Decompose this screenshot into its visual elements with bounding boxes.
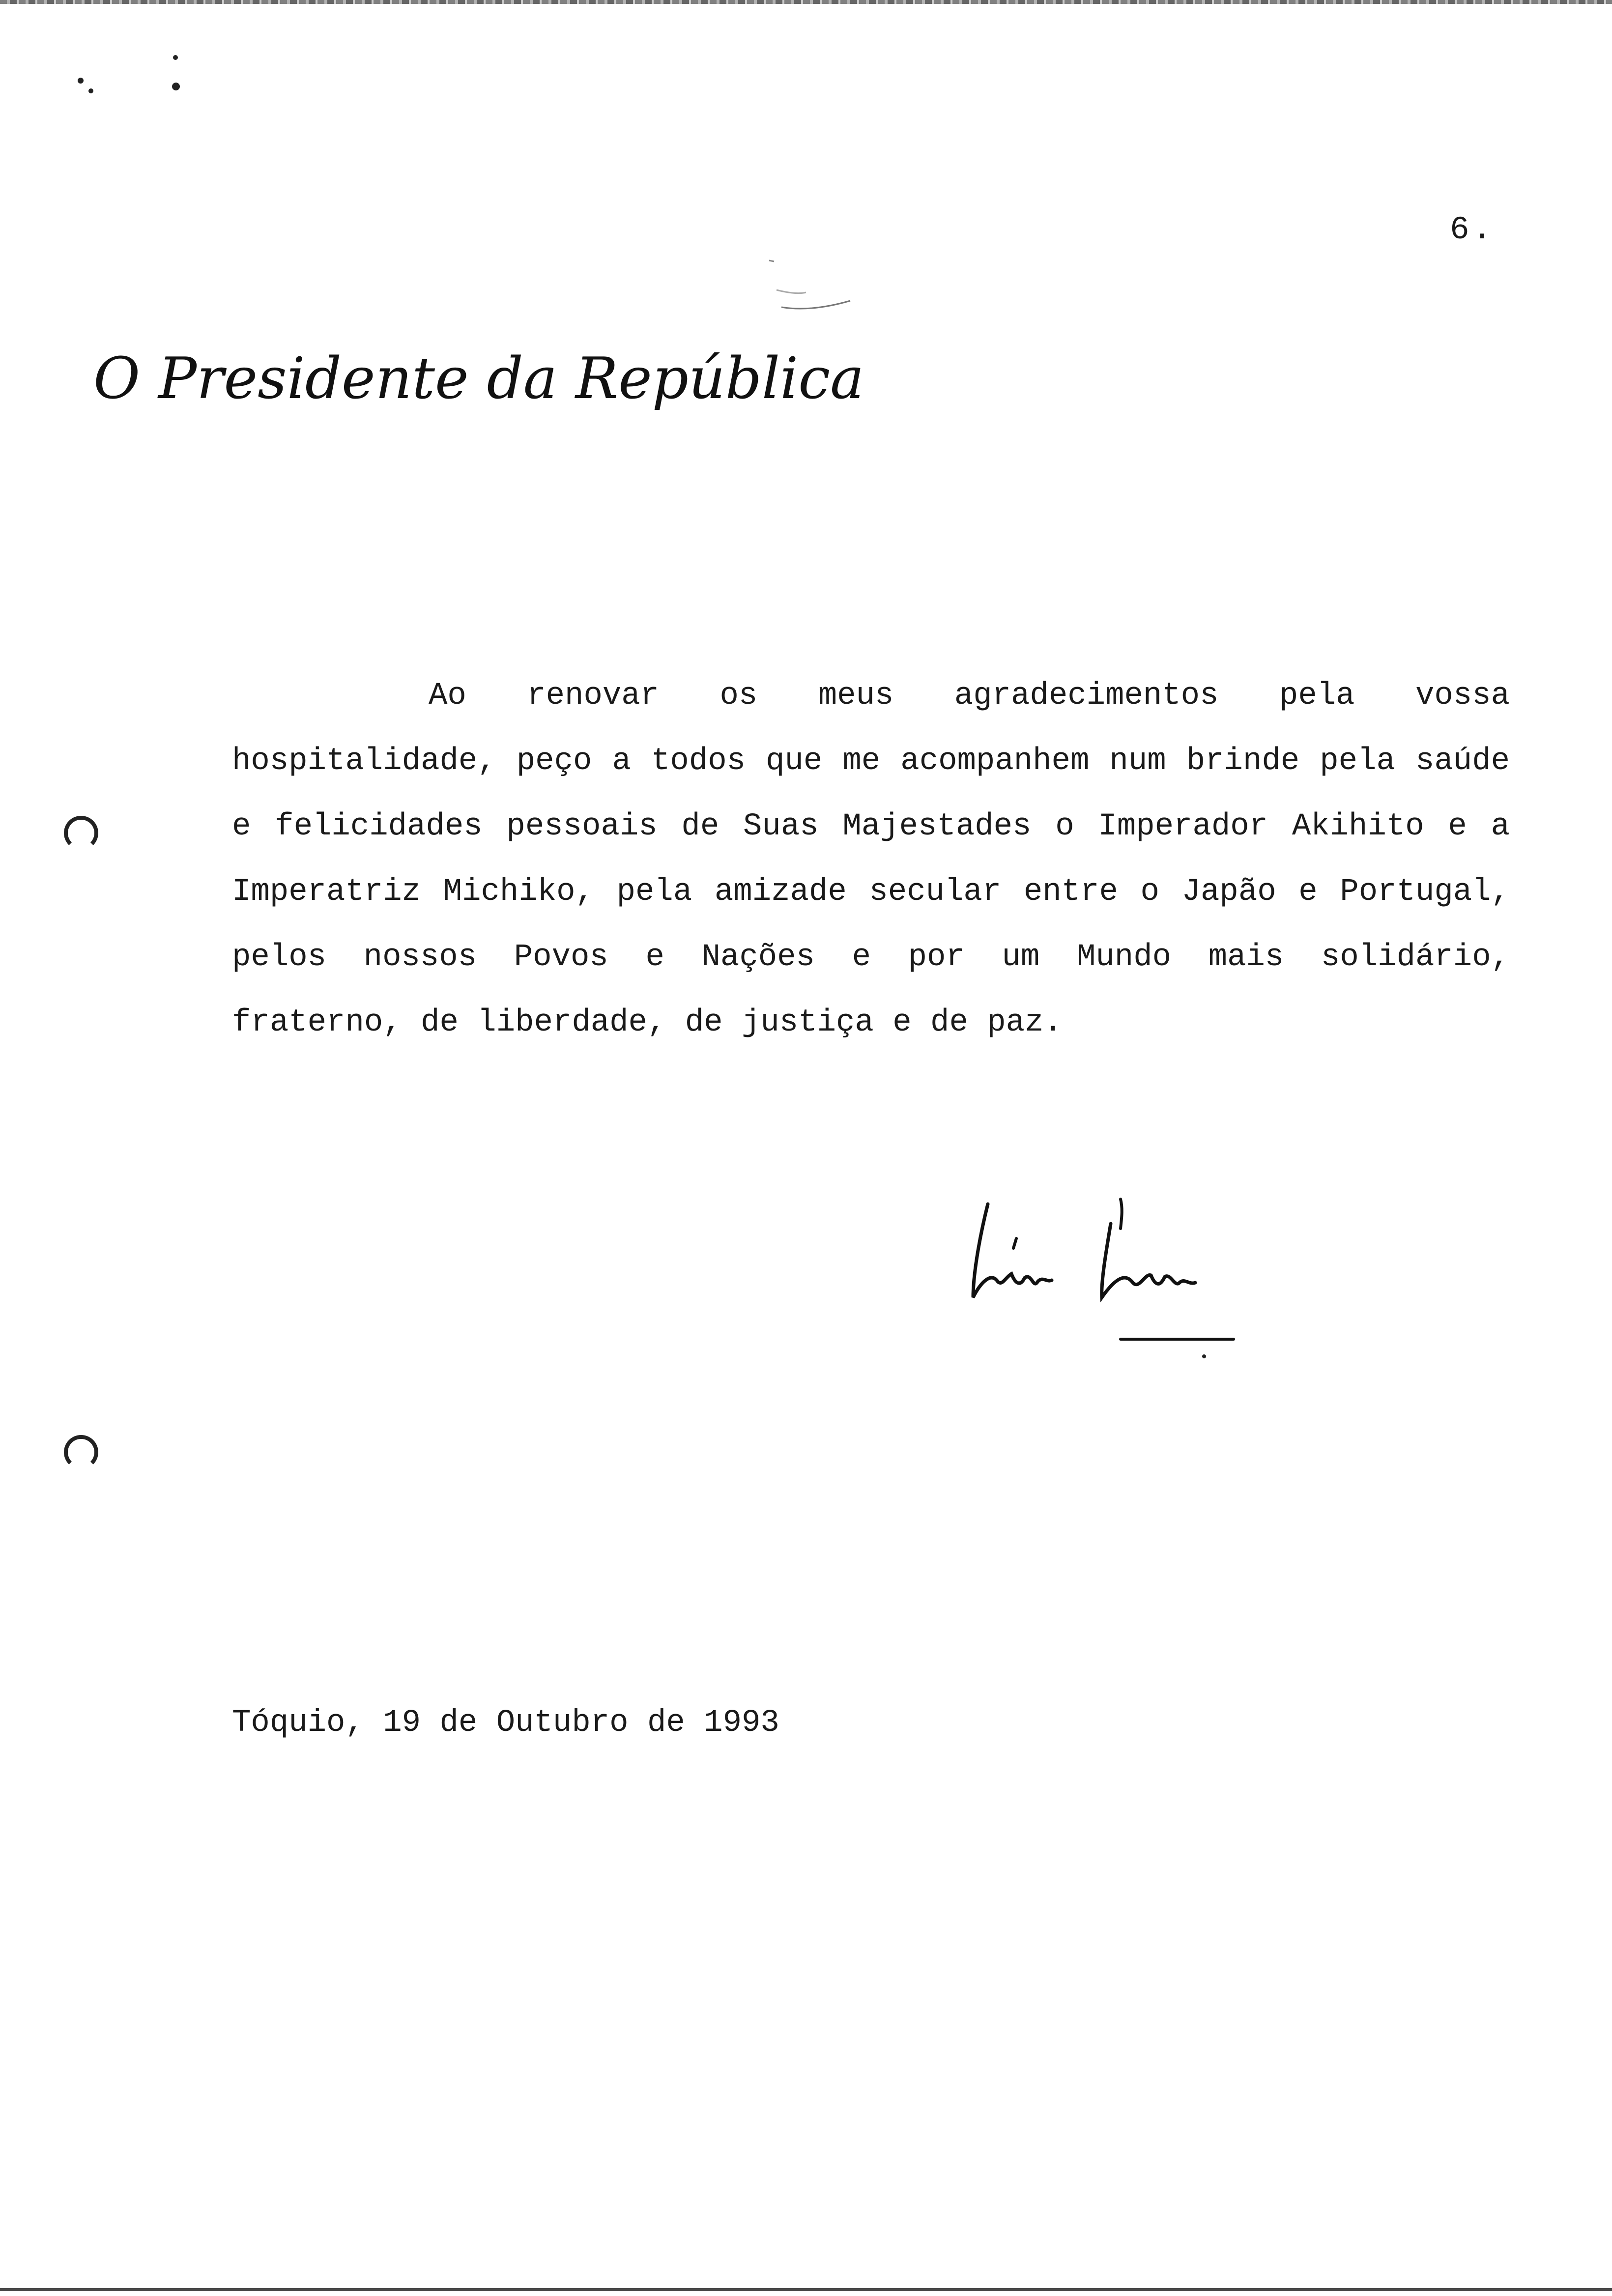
- signature-text: Mário Soares: [958, 1189, 962, 1190]
- scan-speck: [172, 83, 180, 90]
- letterhead-script: [93, 344, 864, 432]
- scan-speck: [78, 78, 84, 84]
- punch-hole: [64, 1435, 98, 1469]
- date-line: Tóquio, 19 de Outubro de 1993: [232, 1705, 779, 1741]
- scan-speck: [173, 55, 178, 60]
- scan-smudge: [767, 246, 855, 315]
- scan-edge-bottom: [0, 2288, 1612, 2291]
- letter-body: [232, 663, 1510, 1056]
- body-paragraph: Ao renovar os meus agradecimentos pela vossa hospitalidade, peço a todos que me acompanhem num brinde pela saúde e felicidades pessoais de Suas Majestades o Imperador Akihito e a Imperatriz Michiko, pela amizade secular entre o Japão e Portugal, pelos nossos Povos e Nações e por um Mundo mais solidário, fraterno, de liberdade, de justiça e de paz.: [232, 678, 1510, 1040]
- page-number: 6.: [1450, 211, 1495, 248]
- letterhead-text: O Presidente da República: [93, 345, 864, 412]
- scan-speck: [88, 88, 93, 93]
- punch-hole: [64, 816, 98, 850]
- scan-edge-top: [0, 0, 1612, 4]
- handwritten-signature: [958, 1189, 1234, 1366]
